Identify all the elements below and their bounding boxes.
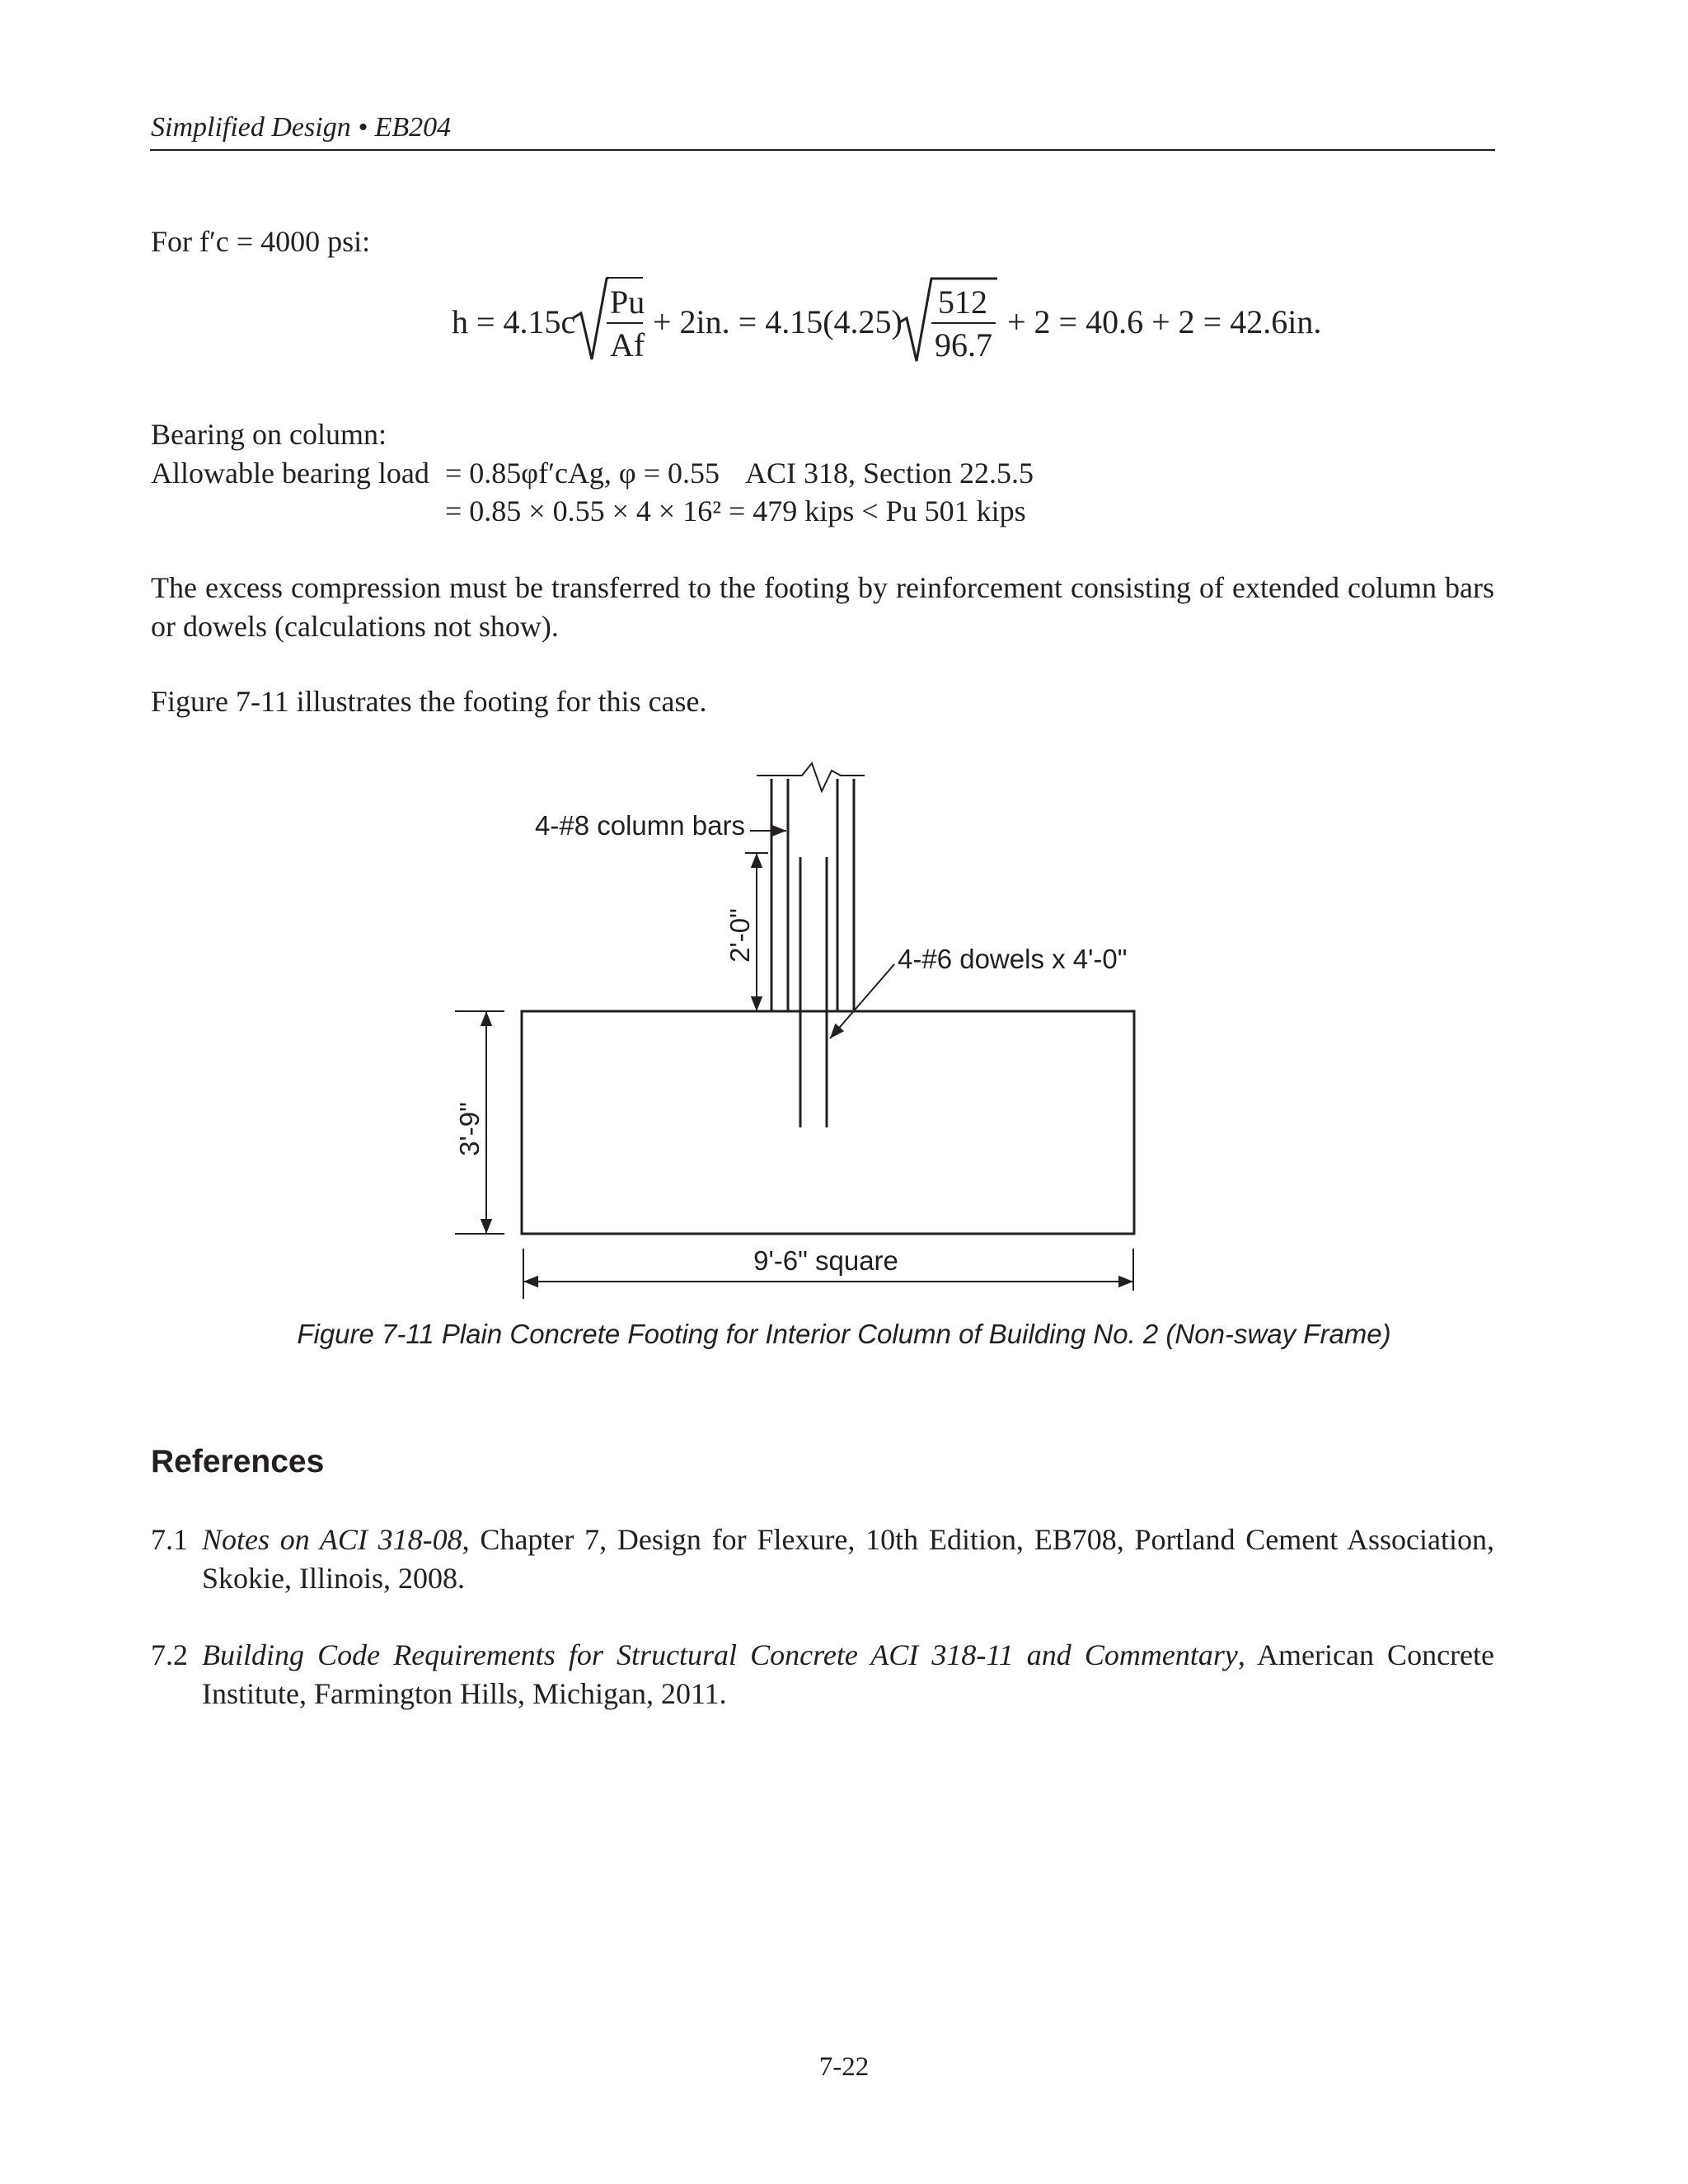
reference-number: 7.2 [151,1638,188,1671]
column-break-symbol [757,763,865,791]
radical-sign [573,278,608,359]
equation-mid: + 2in. = 4.15(4.25) [653,303,903,340]
dowels-label: 4-#6 dowels x 4'-0" [898,944,1128,974]
frac2-denominator: 96.7 [935,326,992,363]
width-label: 9'-6" square [753,1245,898,1276]
reference-details: , Chapter 7, Design for Flexure, 10th Edition, EB708, Portland Cement Association, Skokie, Illinois, 2008. [202,1523,1494,1595]
references-heading: References [151,1444,325,1479]
frac1-denominator: Af [610,326,645,363]
reference-title: Building Code Requirements for Structural Concrete ACI 318-11 and Commentary [202,1638,1238,1671]
column-bars-label: 4-#8 column bars [535,810,745,841]
calc-intro: For f′c = 4000 psi: [151,225,371,258]
bearing-code-reference: ACI 318, Section 22.5.5 [745,457,1034,490]
reference-item [151,1521,1494,1598]
frac1-numerator: Pu [610,284,645,321]
bearing-line-1: = 0.85φf′cAg, φ = 0.55 [445,457,720,490]
running-header: Simplified Design • EB204 [151,112,452,143]
footing-diagram [412,758,1203,1319]
header-rule [150,149,1495,151]
reference-details: , American Concrete Institute, Farmington Hills, Michigan, 2011. [202,1638,1494,1710]
reference-title: Notes on ACI 318-08 [202,1523,462,1556]
equation-rhs: + 2 = 40.6 + 2 = 42.6in. [1007,303,1322,340]
bearing-heading: Bearing on column: [151,418,387,451]
reference-number: 7.1 [151,1523,188,1556]
dowels-leader [830,964,894,1038]
figure-intro-paragraph: Figure 7-11 illustrates the footing for this case. [151,685,707,718]
equation-lhs: h = 4.15c [452,303,576,340]
page-number: 7-22 [818,2052,870,2082]
excess-compression-paragraph: The excess compression must be transferred to the footing by reinforcement consisting of extended column bars or dowels (calculations not show). [151,571,1494,643]
reference-item [151,1636,1494,1713]
figure-caption: Figure 7-11 Plain Concrete Footing for Interior Column of Building No. 2 (Non-sway Frame) [297,1319,1391,1349]
bearing-line-2: = 0.85 × 0.55 × 4 × 16² = 479 kips < Pu 501 kips [445,494,1026,527]
depth-label: 3'-9" [454,1102,485,1156]
frac2-numerator: 512 [938,284,987,321]
footing-depth-equation [0,264,1688,387]
bearing-label: Allowable bearing load [151,457,429,490]
embed-length-label: 2'-0" [724,908,755,963]
